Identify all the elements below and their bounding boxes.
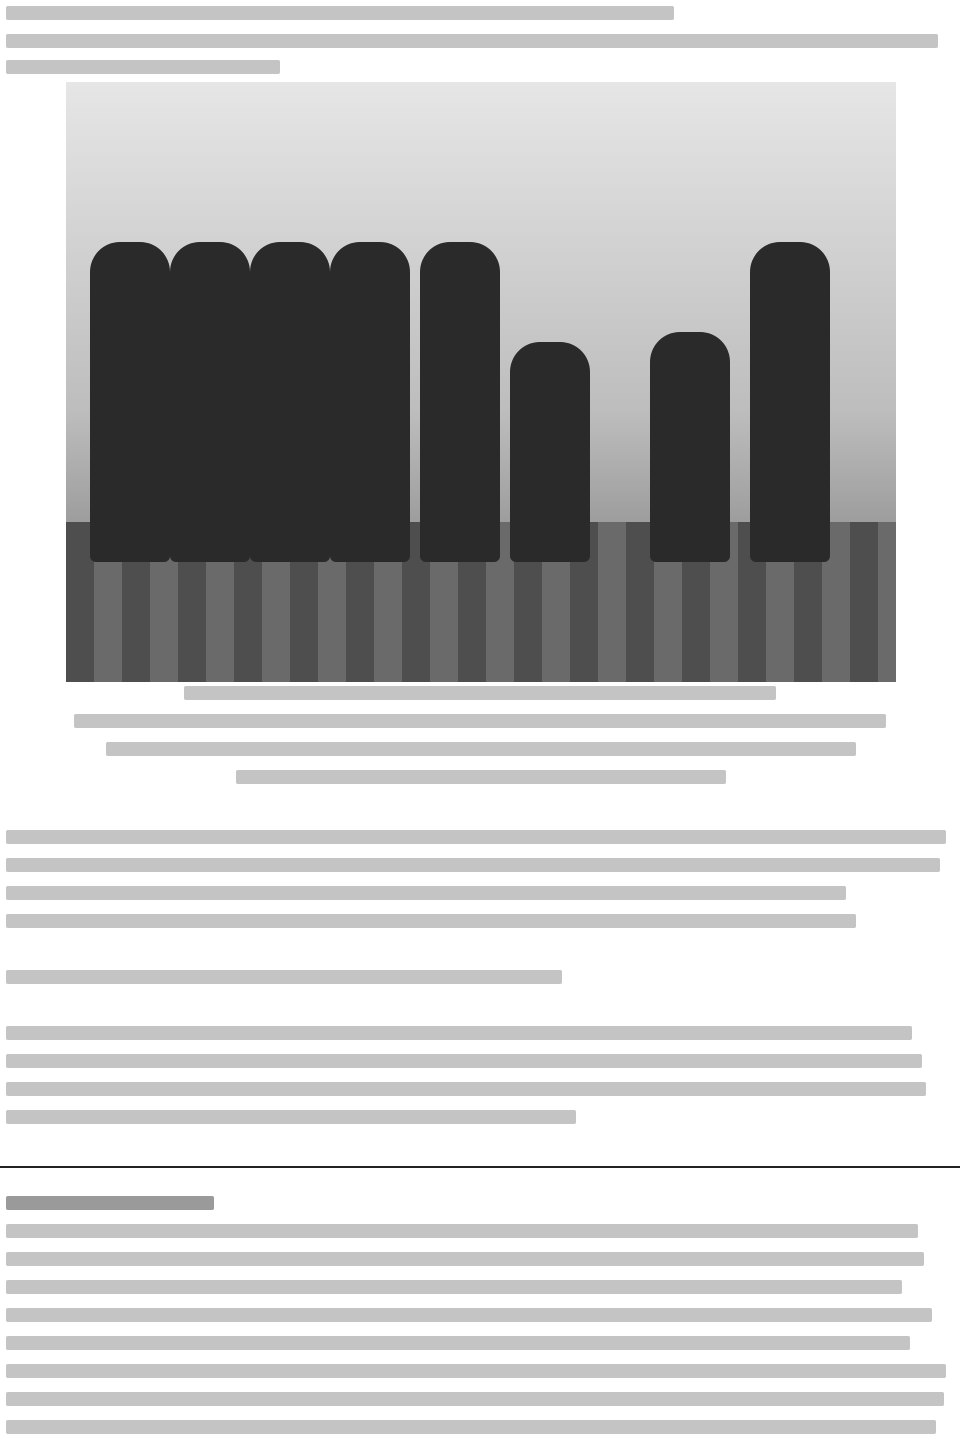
photo-figure [650,332,730,562]
text-line [6,1252,924,1266]
text-line [6,1110,576,1124]
photo-figure [510,342,590,562]
text-line [6,1336,910,1350]
text-line [6,914,856,928]
text-line [184,686,776,700]
text-line [6,1280,902,1294]
text-line [6,1420,936,1434]
text-line [6,34,938,48]
text-line [6,886,846,900]
text-line [6,1224,918,1238]
text-line [6,6,674,20]
photo-figure [420,242,500,562]
text-line [6,60,280,74]
text-line [6,1054,922,1068]
text-line [6,858,940,872]
text-line [6,1308,932,1322]
text-line [106,742,856,756]
photo-figure [170,242,250,562]
text-line [236,770,726,784]
photo-figure [250,242,330,562]
text-line [74,714,886,728]
photo-figure [750,242,830,562]
text-line [6,1196,214,1210]
text-line [6,830,946,844]
band-photograph [66,82,896,682]
section-divider [0,1166,960,1168]
photo-figure [330,242,410,562]
text-line [6,1364,946,1378]
text-line [6,970,562,984]
photo-figure [90,242,170,562]
text-line [6,1392,944,1406]
text-line [6,1026,912,1040]
text-line [6,1082,926,1096]
